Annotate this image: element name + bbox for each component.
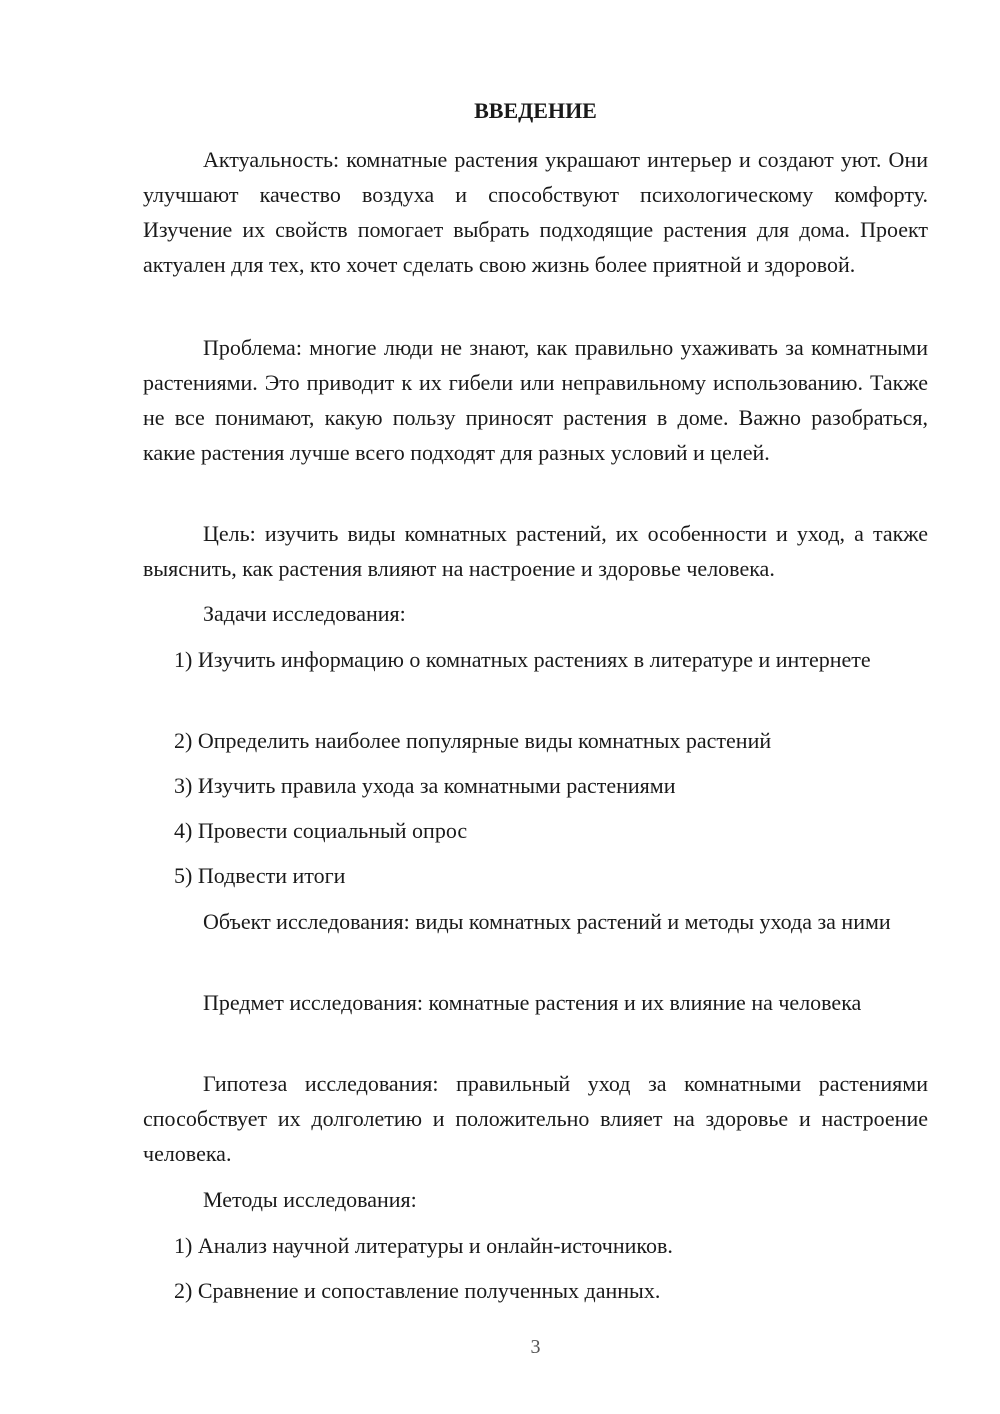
tasks-heading: Задачи исследования: [203,601,406,626]
goal-paragraph: Цель: изучить виды комнатных растений, их особенности и уход, а также выяснить, как растения влияют на настроение и здоровье человека. [143,521,928,581]
problem-paragraph: Проблема: многие люди не знают, как правильно ухаживать за комнатными растениями. Это приводит к их гибели или неправильному использованию. Также не все понимают, какую пользу приносят растения в доме. Важно разобраться, какие растения лучше всего подходят для разных условий и целей. [143,335,928,465]
relevance-paragraph: Актуальность: комнатные растения украшают интерьер и создают уют. Они улучшают качество воздуха и способствуют психологическому комфорту. Изучение их свойств помогает выбрать подходящие растения для дома. Проект актуален для тех, кто хочет сделать свою жизнь более приятной и здоровой. [143,147,928,277]
task-item-4: 4) Провести социальный опрос [174,818,468,843]
method-item-2: 2) Сравнение и сопоставление полученных данных. [174,1278,661,1303]
hypothesis-paragraph: Гипотеза исследования: правильный уход за комнатными растениями способствует их долголетию и положительно влияет на здоровье и настроение человека. [143,1071,928,1166]
method-item-1: 1) Анализ научной литературы и онлайн-источников. [174,1233,673,1258]
task-item-3: 3) Изучить правила ухода за комнатными растениями [174,773,676,798]
object-paragraph: Объект исследования: виды комнатных растений и методы ухода за ними [203,909,891,934]
task-item-1: 1) Изучить информацию о комнатных растениях в литературе и интернете [174,647,871,672]
document-page [143,0,928,1414]
subject-paragraph: Предмет исследования: комнатные растения и их влияние на человека [203,990,862,1015]
task-item-5: 5) Подвести итоги [174,863,346,888]
page-title: ВВЕДЕНИЕ [474,98,597,123]
methods-heading: Методы исследования: [203,1187,417,1212]
page-number: 3 [530,1336,541,1358]
task-item-2: 2) Определить наиболее популярные виды комнатных растений [174,728,772,753]
